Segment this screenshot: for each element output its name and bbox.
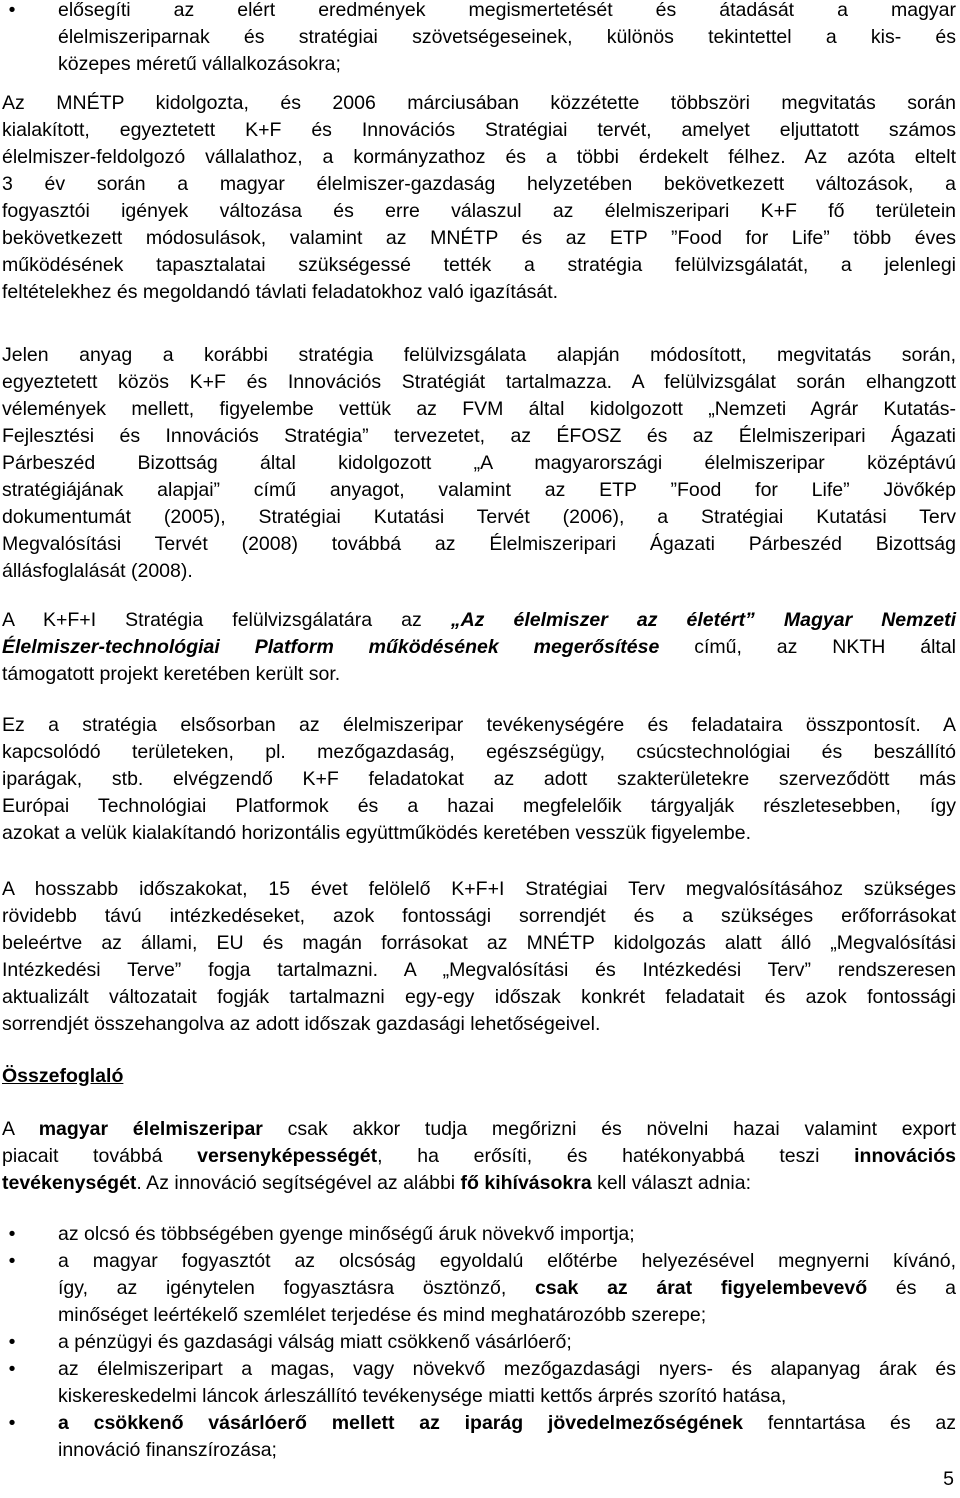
text-line: Az MNÉTP kidolgozta, és 2006 márciusában közzétette többszöri megvitatás során — [2, 92, 956, 114]
text-line: a pénzügyi és gazdasági válság miatt csökkenő vásárlóerő; — [58, 1331, 572, 1353]
text-line: Ez a stratégia elsősorban az élelmiszeripar tevékenységére és feladataira összpontosít. A — [2, 714, 956, 736]
bullet-text — [58, 1221, 956, 1248]
bullet-text — [58, 1410, 956, 1464]
bullet-text — [58, 1329, 956, 1356]
text-line: stratégiájának alapjai” című anyagot, valamint az ETP ”Food for Life” Jövőkép — [2, 479, 956, 501]
bullet-text — [58, 1356, 956, 1410]
text-line: minőséget leértékelő szemlélet terjedése és mind meghatározóbb szerepe; — [58, 1304, 707, 1326]
text-line: Párbeszéd Bizottság által kidolgozott „A magyarországi élelmiszeripar középtávú — [2, 452, 956, 474]
bullet-glyph: • — [8, 1358, 16, 1380]
bullet-glyph: • — [8, 0, 16, 21]
project-title-emphasis: „Az élelmiszer az életért” Magyar Nemzeti — [450, 609, 956, 631]
text-line: fogyasztói igények változása és erre válaszul az élelmiszeripari K+F fő területein — [2, 200, 956, 222]
text-line: élelmiszeriparnak és stratégiai szövetségeseinek, különös tekintettel a kis- és — [58, 26, 956, 48]
text-line: Fejlesztési és Innovációs Stratégia” tervezetet, az ÉFOSZ és az Élelmiszeripari Ágazati — [2, 425, 956, 447]
text-line: a magyar fogyasztót az olcsóság egyoldalú előtérbe helyezésével megnyerni kívánó, — [58, 1250, 956, 1272]
text-line: aktualizált változatait fogják tartalmazni egy-egy időszak konkrét feladatait és azok fontossági — [2, 986, 956, 1008]
text-line: A K+F+I Stratégia felülvizsgálatára az „Az élelmiszer az életért” Magyar Nemzeti — [2, 609, 956, 631]
text-line: azokat a velük kialakítandó horizontális együttműködés keretében vesszük figyelembe. — [2, 822, 751, 844]
bullet-glyph: • — [8, 1331, 16, 1353]
paragraph-mnetp-history — [2, 90, 956, 306]
text-line: kiskereskedelmi láncok árleszállító tevékenysége miatti kettős árprés szorító hatása, — [58, 1385, 787, 1407]
text-line: vélemények mellett, figyelembe vettük az FVM által kidolgozott „Nemzeti Agrár Kutatás- — [2, 398, 956, 420]
text-line: közepes méretű vállalkozásokra; — [58, 53, 341, 75]
paragraph-current-document — [2, 342, 956, 585]
text-line: beleértve az állami, EU és magán forrásokat az MNÉTP kidolgozás alatt álló „Megvalósítási — [2, 932, 956, 954]
paragraph-summary — [2, 1116, 956, 1197]
text-line: bekövetkezett módosulások, valamint az MNÉTP és az ETP ”Food for Life” több éves — [2, 227, 956, 249]
text-line: kialakított, egyeztetett K+F és Innovációs Stratégiai tervét, amelyet eljuttatott számos — [2, 119, 956, 141]
text-line: a csökkenő vásárlóerő mellett az iparág jövedelmezőségének fenntartása és az — [58, 1412, 956, 1434]
paragraph-project — [2, 607, 956, 688]
text-line: sorrendjét összehangolva az adott időszak gazdasági lehetőségeivel. — [2, 1013, 601, 1035]
section-heading-summary: Összefoglaló — [2, 1065, 124, 1087]
text-line: állásfoglalását (2008). — [2, 560, 193, 582]
text-line: iparágak, stb. elvégzendő K+F feladatokat az adott szakterületekre szerveződött más — [2, 768, 956, 790]
text-line: Európai Technológiai Platformok és a hazai megfelelőik tárgyalják részletesebben, így — [2, 795, 956, 817]
bullet-glyph: • — [8, 1412, 16, 1434]
paragraph-action-plan — [2, 876, 956, 1038]
text-line: dokumentumát (2005), Stratégiai Kutatási Tervét (2006), a Stratégiai Kutatási Terv — [2, 506, 956, 528]
text-line: kapcsolódó területeken, pl. mezőgazdaság, egészségügy, csúcstechnológiai és beszállító — [2, 741, 956, 763]
text-line: A hosszabb időszakokat, 15 évet felölelő K+F+I Stratégiai Terv megvalósításához szükséges — [2, 878, 956, 900]
text-line: élelmiszer-feldolgozó vállalathoz, a kormányzathoz és a többi érdekelt félhez. Az azóta eltelt — [2, 146, 956, 168]
bullet-text — [58, 0, 956, 78]
text-line: 3 év során a magyar élelmiszer-gazdaság helyzetében bekövetkezett változások, a — [2, 173, 956, 195]
paragraph-focus — [2, 712, 956, 847]
text-line: támogatott projekt keretében került sor. — [2, 663, 341, 685]
project-title-emphasis: Élelmiszer-technológiai Platform működésének megerősítése — [2, 636, 660, 658]
text-line: tevékenységét. Az innováció segítségével az alábbi fő kihívásokra kell választ adnia: — [2, 1172, 752, 1194]
text-line: így, az igénytelen fogyasztásra ösztönző, csak az árat figyelembevevő és a — [58, 1277, 956, 1299]
text-line: A magyar élelmiszeripar csak akkor tudja megőrizni és növelni hazai valamint export — [2, 1118, 956, 1140]
page-number: 5 — [943, 1468, 954, 1490]
bullet-glyph: • — [8, 1250, 16, 1272]
text-line: Intézkedési Terve” fogja tartalmazni. A „Megvalósítási és Intézkedési Terv” rendszeresen — [2, 959, 956, 981]
text-line: egyeztetett közös K+F és Innovációs Stratégiát tartalmazza. A felülvizsgálat során elhangzott — [2, 371, 956, 393]
text-line: működésének tapasztalatai szükségessé tették a stratégia felülvizsgálatát, a jelenlegi — [2, 254, 956, 276]
text-line: elősegíti az elért eredmények megismertetését és átadását a magyar — [58, 0, 956, 21]
bullet-text — [58, 1248, 956, 1329]
text-line: az olcsó és többségében gyenge minőségű áruk növekvő importja; — [58, 1223, 635, 1245]
text-line: Jelen anyag a korábbi stratégia felülvizsgálata alapján módosított, megvitatás során, — [2, 344, 956, 366]
text-line: Megvalósítási Tervét (2008) továbbá az Élelmiszeripari Ágazati Párbeszéd Bizottság — [2, 533, 956, 555]
text-line: az élelmiszeripart a magas, vagy növekvő mezőgazdasági nyers- és alapanyag árak és — [58, 1358, 956, 1380]
text-line: feltételekhez és megoldandó távlati feladatokhoz való igazítását. — [2, 281, 559, 303]
text-line: rövidebb távú intézkedéseket, azok fontossági sorrendjét és a szükséges erőforrásokat — [2, 905, 956, 927]
text-line: innováció finanszírozása; — [58, 1439, 277, 1461]
bullet-glyph: • — [8, 1223, 16, 1245]
text-line: Élelmiszer-technológiai Platform működésének megerősítése című, az NKTH által — [2, 636, 957, 658]
text-line: piacait továbbá versenyképességét, ha erősíti, és hatékonyabbá teszi innovációs — [2, 1145, 956, 1167]
